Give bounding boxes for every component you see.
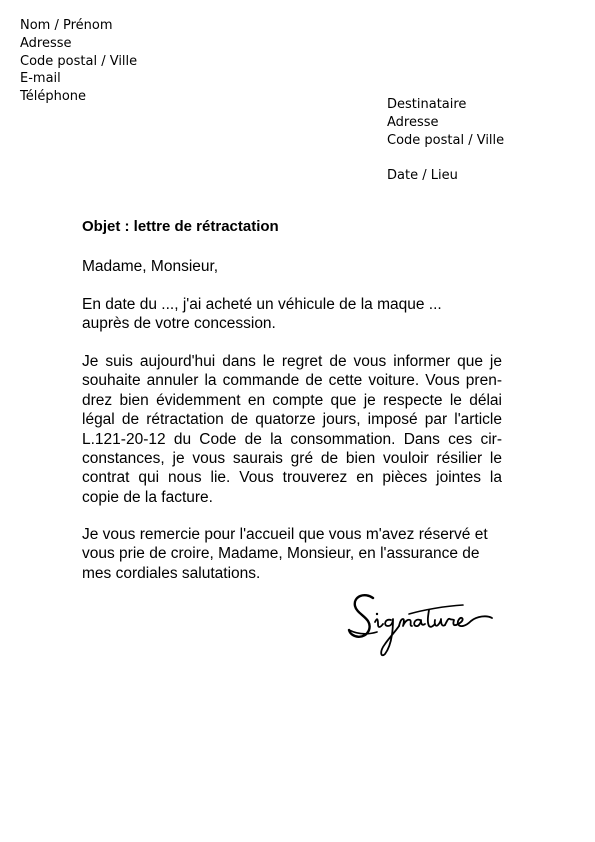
recipient-block — [387, 96, 504, 150]
paragraph-line: constances, je vous saurais gré de bien vouloir résilier le — [82, 450, 502, 468]
paragraph-line: drez bien évidemment en compte que je respecte le délai — [82, 391, 502, 409]
paragraph-line: L.121-20-12 du Code de la consommation. Dans ces cir- — [82, 430, 502, 448]
paragraph-line: vous prie de croire, Madame, Monsieur, en l'assurance de — [82, 545, 480, 563]
date-place: Date / Lieu — [387, 168, 458, 183]
sender-phone: Téléphone — [20, 89, 87, 105]
paragraph-line: auprès de votre concession. — [82, 315, 276, 333]
paragraph-line: En date du ..., j'ai acheté un véhicule de la maque ... — [82, 296, 442, 313]
paragraph-cancellation — [82, 352, 502, 507]
handwritten-signature — [345, 588, 495, 660]
recipient-name: Destinataire — [387, 97, 467, 112]
letter-salutation: Madame, Monsieur, — [82, 258, 219, 275]
sender-address: Adresse — [20, 35, 72, 51]
letter-subject: Objet : lettre de rétractation — [82, 218, 279, 235]
paragraph-line: Je suis aujourd'hui dans le regret de vous informer que je — [82, 353, 502, 370]
sender-email: E-mail — [20, 71, 61, 87]
paragraph-line: souhaite annuler la commande de cette voiture. Vous pren- — [82, 372, 502, 390]
paragraph-line: contrat qui nous lie. Vous trouverez en pièces jointes la — [82, 469, 502, 487]
paragraph-closing — [82, 525, 502, 583]
sender-postal-city: Code postal / Ville — [20, 53, 138, 69]
paragraph-line: Je vous remercie pour l'accueil que vous m'avez réservé et — [82, 526, 488, 543]
sender-name: Nom / Prénom — [20, 18, 113, 33]
recipient-address: Adresse — [387, 115, 439, 130]
paragraph-purchase — [82, 295, 502, 334]
paragraph-line: mes cordiales salutations. — [82, 564, 261, 582]
paragraph-line: légal de rétractation de quatorze jours, imposé par l'article — [82, 411, 502, 429]
paragraph-line: copie de la facture. — [82, 488, 213, 506]
sender-block — [20, 17, 137, 106]
recipient-postal-city: Code postal / Ville — [387, 133, 505, 148]
